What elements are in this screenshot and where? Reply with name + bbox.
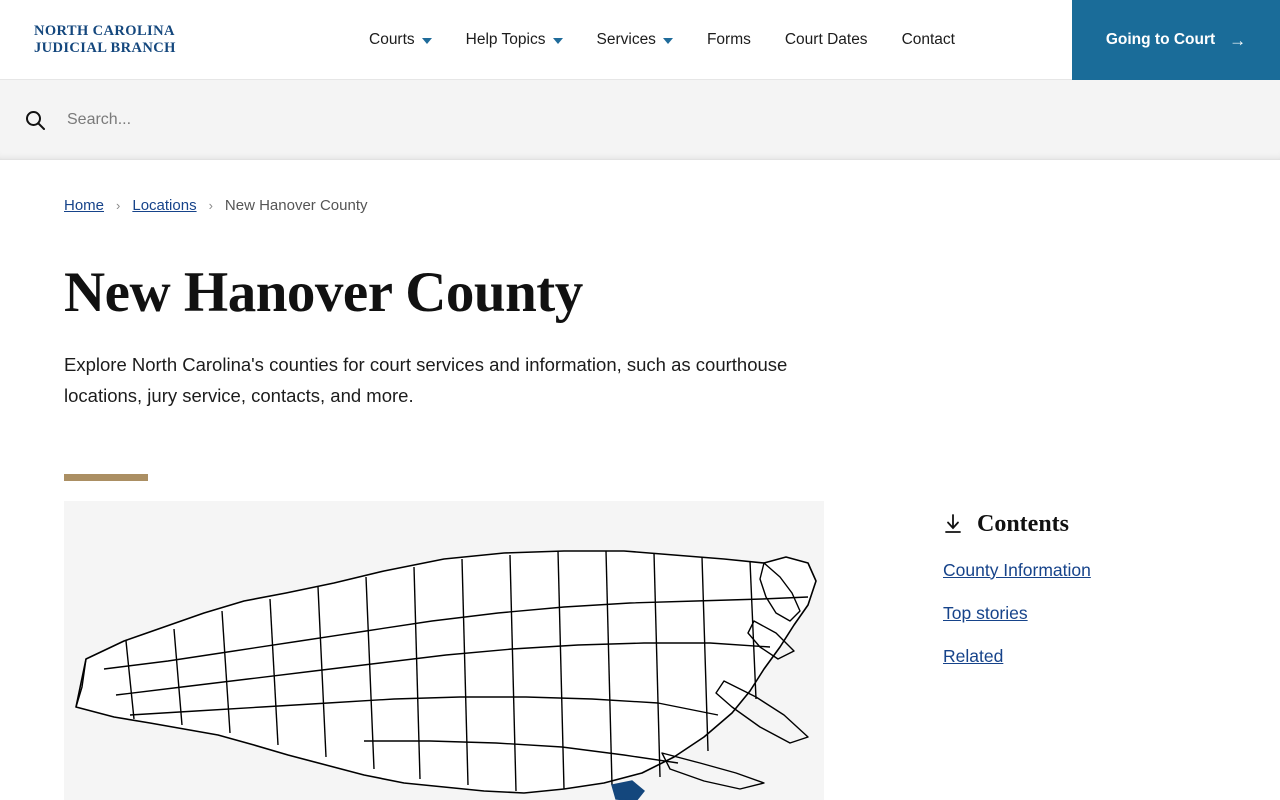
page-title: New Hanover County — [64, 261, 583, 324]
nc-county-map-svg — [64, 501, 824, 800]
nav-item-services[interactable] — [597, 31, 673, 49]
cta-label: Going to Court — [1105, 31, 1216, 48]
contents-link-top-stories[interactable]: Top stories — [943, 602, 1028, 623]
nav-item-courts[interactable] — [369, 31, 432, 49]
breadcrumb-separator: › — [208, 198, 213, 213]
logo-line-1: NORTH CAROLINA — [34, 22, 175, 39]
download-arrow-icon — [943, 513, 963, 535]
site-logo[interactable] — [34, 23, 234, 56]
nav-item-contact[interactable] — [902, 31, 955, 49]
breadcrumb — [64, 160, 1216, 214]
page-content — [0, 160, 1280, 800]
contents-link-related[interactable]: Related — [943, 645, 1004, 666]
main-column — [64, 501, 824, 800]
chevron-down-icon — [553, 38, 563, 44]
search-bar — [0, 80, 1280, 160]
contents-list — [943, 560, 1214, 667]
nav-item-label: Contact — [901, 30, 955, 48]
list-item — [943, 603, 1214, 624]
nav-item-label: Services — [596, 30, 656, 48]
arrow-right-icon: → — [1229, 30, 1247, 50]
contents-header — [943, 511, 1214, 538]
main-navigation — [244, 31, 1080, 49]
nav-item-label: Courts — [369, 30, 415, 48]
sidebar — [824, 501, 1214, 800]
nav-item-help-topics[interactable] — [466, 31, 563, 49]
nav-item-forms[interactable] — [707, 31, 751, 49]
contents-title: Contents — [977, 510, 1070, 537]
breadcrumb-item-current: New Hanover County — [224, 197, 368, 214]
search-input[interactable] — [65, 110, 665, 130]
chevron-down-icon — [422, 38, 432, 44]
nav-item-court-dates[interactable] — [785, 31, 868, 49]
content-columns — [64, 501, 1216, 800]
highlighted-county-new-hanover — [612, 781, 644, 800]
breadcrumb-item-home[interactable]: Home — [64, 197, 105, 214]
page-description: Explore North Carolina's counties for court services and information, such as courthouse locations, jury service, contacts, and more. — [64, 354, 788, 407]
search-icon[interactable] — [22, 107, 48, 133]
chevron-down-icon — [663, 38, 673, 44]
breadcrumb-separator: › — [116, 198, 121, 213]
nav-item-label: Forms — [706, 30, 751, 48]
contents-link-county-information[interactable]: County Information — [943, 559, 1091, 580]
breadcrumb-item-locations[interactable]: Locations — [132, 197, 197, 214]
nav-item-label: Court Dates — [784, 30, 868, 48]
site-header — [0, 0, 1280, 80]
going-to-court-button[interactable] — [1072, 0, 1280, 80]
list-item — [943, 646, 1214, 667]
nc-county-map[interactable] — [64, 501, 824, 800]
list-item — [943, 560, 1214, 581]
accent-divider — [64, 474, 148, 481]
nav-item-label: Help Topics — [465, 30, 546, 48]
logo-line-2: JUDICIAL BRANCH — [34, 39, 176, 56]
